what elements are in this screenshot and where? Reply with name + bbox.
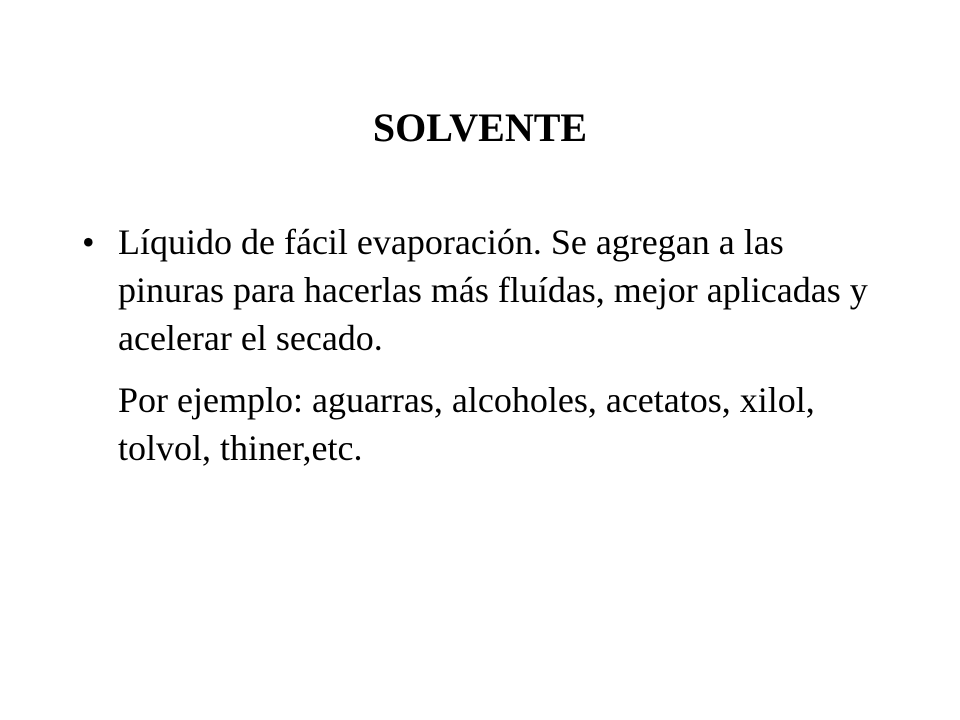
- bullet-dot-icon: •: [82, 222, 95, 262]
- bullet-item: [82, 218, 872, 472]
- bullet-text: Líquido de fácil evaporación. Se agregan a las pinuras para hacerlas más fluídas, mejor aplicadas y acelerar el secado.: [118, 222, 868, 358]
- slide-title: SOLVENTE: [372, 105, 588, 150]
- slide-body: [82, 218, 872, 472]
- bullet-continuation-text: Por ejemplo: aguarras, alcoholes, acetatos, xilol, tolvol, thiner,etc.: [118, 380, 815, 468]
